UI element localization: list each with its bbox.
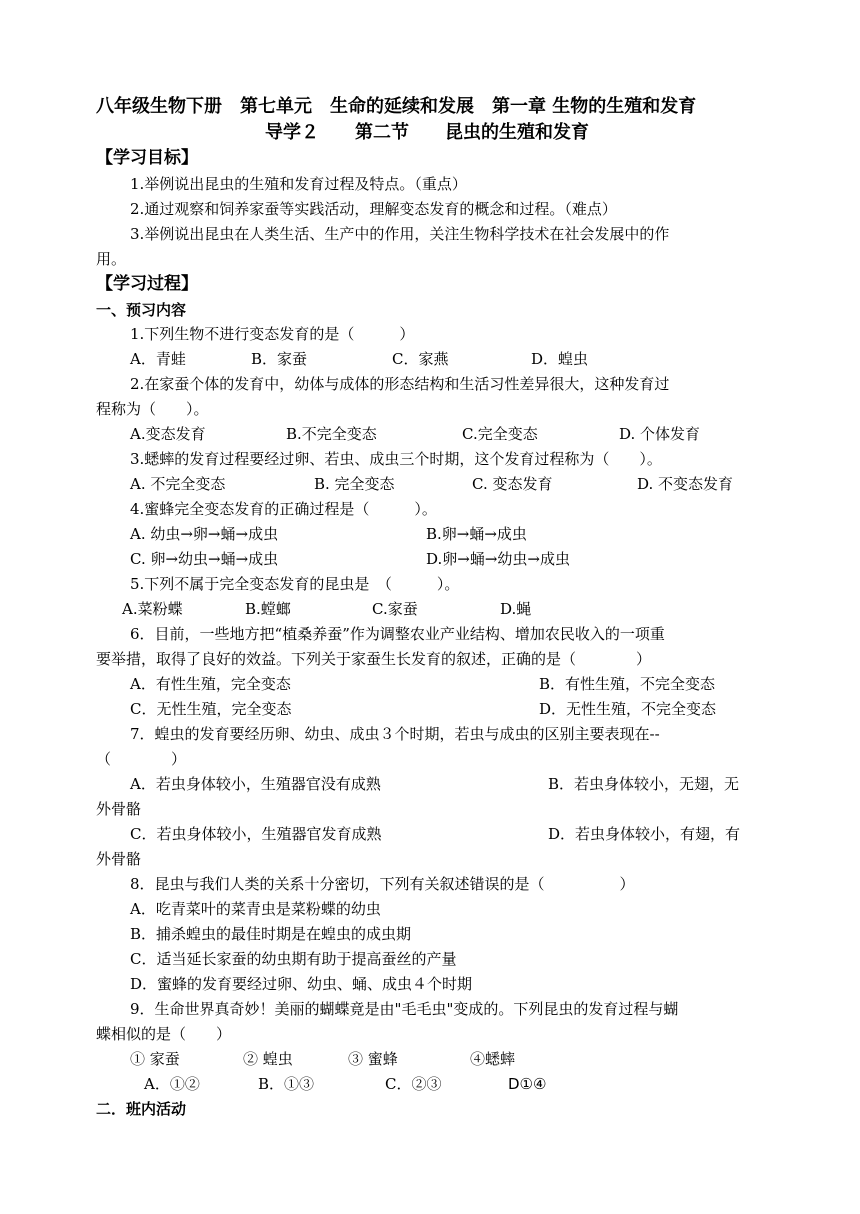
question-8-option-b: B．捕杀蝗虫的最佳时期是在蝗虫的成虫期 [130, 925, 412, 943]
question-3-option-d: D. 不变态发育 [637, 475, 734, 493]
question-1-option-d: D．蝗虫 [531, 350, 589, 368]
question-9-item-4: ④蟋蟀 [470, 1050, 516, 1068]
objective-item: 3.举例说出昆虫在人类生活、生产中的作用，关注生物科学技术在社会发展中的作 [130, 225, 670, 243]
question-9-option-d: D①④ [508, 1075, 547, 1093]
objectives-heading: 【学习目标】 [96, 148, 198, 168]
question-5-option-a: A.菜粉蝶 [122, 600, 183, 618]
question-7-stem: 7．蝗虫的发育要经历卵、幼虫、成虫３个时期，若虫与成虫的区别主要表现在-- [130, 725, 660, 743]
question-1-option-b: B．家蚕 [251, 350, 308, 368]
question-9-item-2: ② 蝗虫 [243, 1050, 293, 1068]
question-6-option-b: B．有性生殖，不完全变态 [539, 675, 716, 693]
objective-item: 1.举例说出昆虫的生殖和发育过程及特点。（重点） [130, 175, 467, 193]
objective-item: 2.通过观察和饲养家蚕等实践活动，理解变态发育的概念和过程。（难点） [130, 200, 617, 218]
question-1-option-c: C．家燕 [392, 350, 449, 368]
question-5-option-c: C.家蚕 [372, 600, 418, 618]
question-9-stem-continuation: 蝶相似的是（ ） [96, 1025, 232, 1043]
question-6-stem: 6．目前，一些地方把“植桑养蚕”作为调整农业产业结构、增加农民收入的一项重 [130, 625, 665, 643]
question-2-option-d: D. 个体发育 [619, 425, 701, 443]
question-2-stem-continuation: 程称为（ ）。 [96, 400, 209, 418]
question-9-item-3: ③ 蜜蜂 [348, 1050, 398, 1068]
question-4-option-d: D.卵→蛹→幼虫→成虫 [426, 550, 570, 568]
question-2-stem: 2.在家蚕个体的发育中，幼体与成体的形态结构和生活习性差异很大，这种发育过 [130, 375, 670, 393]
question-5-option-b: B.螳螂 [245, 600, 291, 618]
question-6-option-a: A．有性生殖，完全变态 [130, 675, 291, 693]
question-2-option-c: C.完全变态 [462, 425, 538, 443]
question-1-stem: 1.下列生物不进行变态发育的是（ ） [130, 325, 415, 343]
question-5-option-d: D.蝇 [500, 600, 532, 618]
question-3-stem: 3.蟋蟀的发育过程要经过卵、若虫、成虫三个时期，这个发育过程称为（ ）。 [130, 450, 662, 468]
question-9-option-b: B．①③ [258, 1075, 315, 1093]
question-9-option-a: A．①② [144, 1075, 200, 1093]
question-2-option-a: A.变态发育 [130, 425, 206, 443]
question-6-option-d: D．无性生殖，不完全变态 [539, 700, 717, 718]
question-7-option-b-continuation: 外骨骼 [96, 800, 142, 818]
question-7-option-d: D．若虫身体较小，有翅，有 [548, 825, 741, 843]
question-7-option-d-continuation: 外骨骼 [96, 850, 142, 868]
question-5-stem: 5.下列不属于完全变态发育的昆虫是 （ ）。 [130, 575, 460, 593]
process-heading: 【学习过程】 [96, 274, 198, 294]
section-heading-preview: 一、预习内容 [96, 301, 187, 319]
question-8-option-a: A．吃青菜叶的菜青虫是菜粉蝶的幼虫 [130, 900, 381, 918]
question-3-option-b: B. 完全变态 [314, 475, 395, 493]
question-4-stem: 4.蜜蜂完全变态发育的正确过程是（ ）。 [130, 500, 437, 518]
question-4-option-b: B.卵→蛹→成虫 [426, 525, 527, 543]
question-9-stem: 9．生命世界真奇妙！美丽的蝴蝶竟是由"毛毛虫"变成的。下列昆虫的发育过程与蝴 [130, 1000, 679, 1018]
question-4-option-c: C. 卵→幼虫→蛹→成虫 [130, 550, 279, 568]
question-8-stem: 8．昆虫与我们人类的关系十分密切，下列有关叙述错误的是（ ） [130, 875, 635, 893]
question-3-option-a: A. 不完全变态 [130, 475, 226, 493]
question-2-option-b: B.不完全变态 [286, 425, 377, 443]
question-8-option-c: C．适当延长家蚕的幼虫期有助于提高蚕丝的产量 [130, 950, 457, 968]
question-7-stem-continuation: （ ） [96, 750, 187, 768]
question-1-option-a: A．青蛙 [130, 350, 186, 368]
question-4-option-a: A. 幼虫→卵→蛹→成虫 [130, 525, 279, 543]
question-3-option-c: C. 变态发育 [472, 475, 553, 493]
question-6-stem-continuation: 要举措，取得了良好的效益。下列关于家蚕生长发育的叙述，正确的是（ ） [96, 650, 652, 668]
question-9-item-1: ① 家蚕 [130, 1050, 180, 1068]
document-title-line2: 导学２ 第二节 昆虫的生殖和发育 [265, 122, 589, 143]
question-7-option-c: C．若虫身体较小，生殖器官发育成熟 [130, 825, 382, 843]
question-8-option-d: D．蜜蜂的发育要经过卵、幼虫、蛹、成虫４个时期 [130, 975, 473, 993]
question-6-option-c: C．无性生殖，完全变态 [130, 700, 292, 718]
document-title-line1: 八年级生物下册 第七单元 生命的延续和发展 第一章 生物的生殖和发育 [96, 96, 697, 117]
question-7-option-a: A．若虫身体较小，生殖器官没有成熟 [130, 775, 381, 793]
question-9-option-c: C．②③ [385, 1075, 442, 1093]
section-heading-class-activity: 二．班内活动 [96, 1100, 187, 1118]
objective-item-continuation: 用。 [96, 250, 127, 268]
question-7-option-b: B．若虫身体较小，无翅，无 [548, 775, 740, 793]
